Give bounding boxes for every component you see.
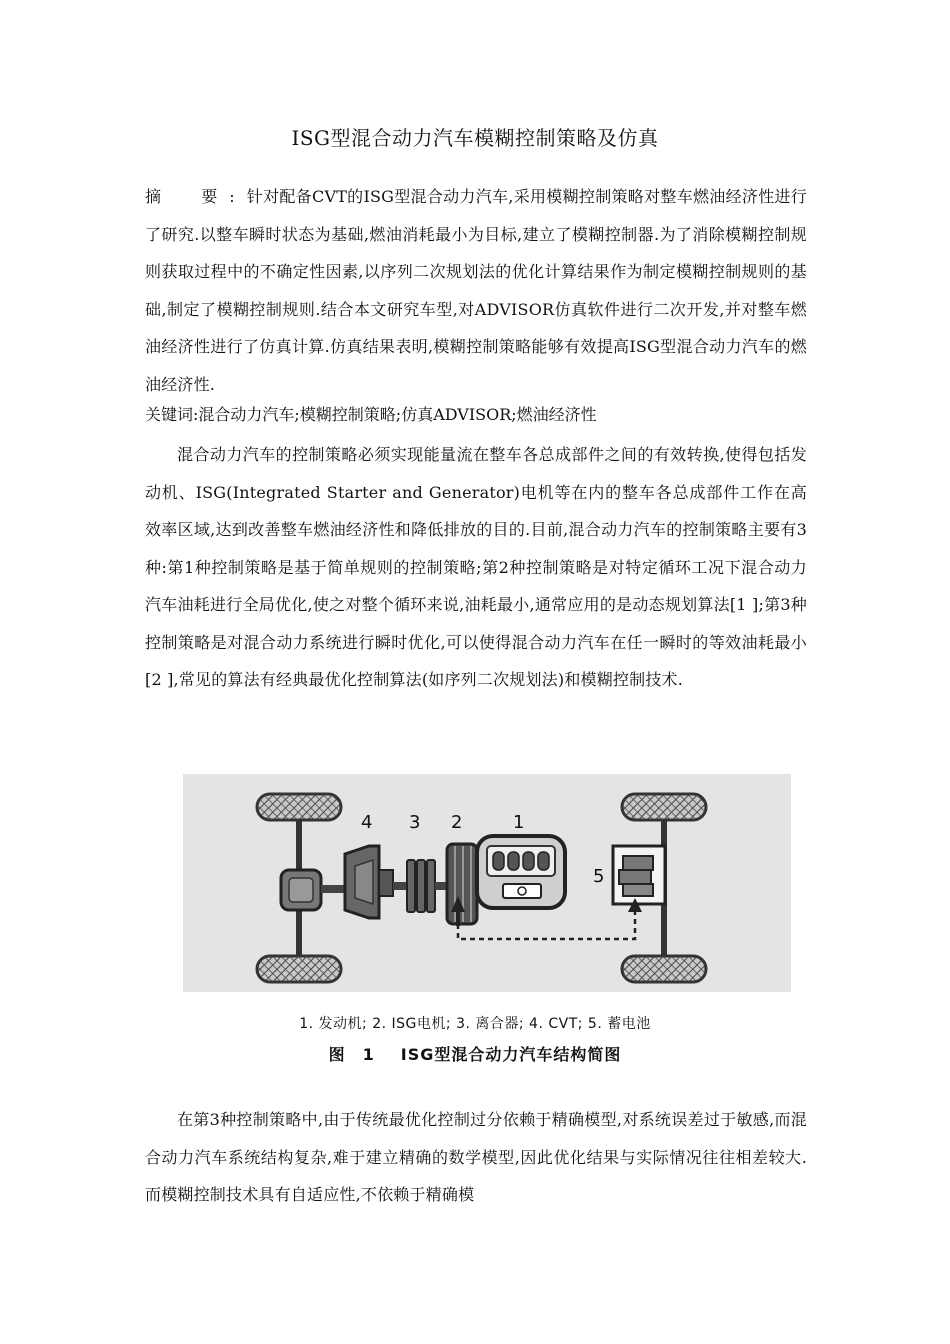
wheel-rear-left <box>257 956 341 982</box>
keywords-text: 混合动力汽车;模糊控制策略;仿真ADVISOR;燃油经济性 <box>198 405 597 424</box>
differential <box>281 870 321 910</box>
structure-diagram-svg <box>183 774 791 992</box>
clutch <box>393 860 447 912</box>
cvt-unit <box>345 846 393 918</box>
paper-title: ISG型混合动力汽车模糊控制策略及仿真 <box>291 126 659 150</box>
tail-paragraph: 在第3种控制策略中,由于传统最优化控制过分依赖于精确模型,对系统误差过于敏感,而混合动力汽车系统结构复杂,难于建立精确的数学模型,因此优化结果与实际情况往往相差较大.而模糊控制技术具有自适应性,不依赖于精确模 <box>145 1110 807 1204</box>
battery-pack <box>613 846 665 904</box>
abstract-label: 摘 要: <box>145 187 247 206</box>
figure-caption <box>0 1042 950 1065</box>
drive-shaft <box>321 885 345 893</box>
label-clutch-number: 3 <box>409 812 421 833</box>
figure-legend: 1. 发动机; 2. ISG电机; 3. 离合器; 4. CVT; 5. 蓄电池 <box>299 1016 651 1032</box>
abstract-paragraph <box>145 178 807 403</box>
abstract-text: 针对配备CVT的ISG型混合动力汽车,采用模糊控制策略对整车燃油经济性进行了研究.以整车瞬时状态为基础,燃油消耗最小为目标,建立了模糊控制器.为了消除模糊控制规则获取过程中的不确定性因素,以序列二次规划法的优化计算结果作为制定模糊控制规则的基础,制定了模糊控制规则.结合本文研究车型,对ADVISOR仿真软件进行二次开发,并对整车燃油经济性进行了仿真计算.仿真结果表明,模糊控制策略能够有效提高ISG型混合动力汽车的燃油经济性. <box>145 187 807 394</box>
label-cvt-number: 4 <box>361 812 373 833</box>
engine <box>477 836 565 908</box>
wheel-front-left <box>257 794 341 820</box>
figure-caption-number: 图 1 <box>328 1045 375 1064</box>
figure-structure-diagram <box>183 774 791 992</box>
keywords-label: 关键词: <box>145 405 199 424</box>
label-isg-number: 2 <box>451 812 463 833</box>
keywords-line <box>145 401 807 429</box>
figure-caption-text: ISG型混合动力汽车结构简图 <box>400 1045 622 1064</box>
wheel-front-right <box>622 794 706 820</box>
label-engine-number: 1 <box>513 812 525 833</box>
intro-paragraph: 混合动力汽车的控制策略必须实现能量流在整车各总成部件之间的有效转换,使得包括发动机、ISG(Integrated Starter and Generator)电机等在内的整车各总成部件工作在高效率区域,达到改善整车燃油经济性和降低排放的目的.目前,混合动力汽车的控制策略主要有3种:第1种控制策略是基于简单规则的控制策略;第2种控制策略是对特定循环工况下混合动力汽车油耗进行全局优化,使之对整个循环来说,油耗最小,通常应用的是动态规划算法[1 ];第3种控制策略是对混合动力系统进行瞬时优化,可以使得混合动力汽车在任一瞬时的等效油耗最小[2 ],常见的算法有经典最优化控制算法(如序列二次规划法)和模糊控制技术. <box>145 445 807 689</box>
wheel-rear-right <box>622 956 706 982</box>
label-battery-number: 5 <box>593 866 605 887</box>
